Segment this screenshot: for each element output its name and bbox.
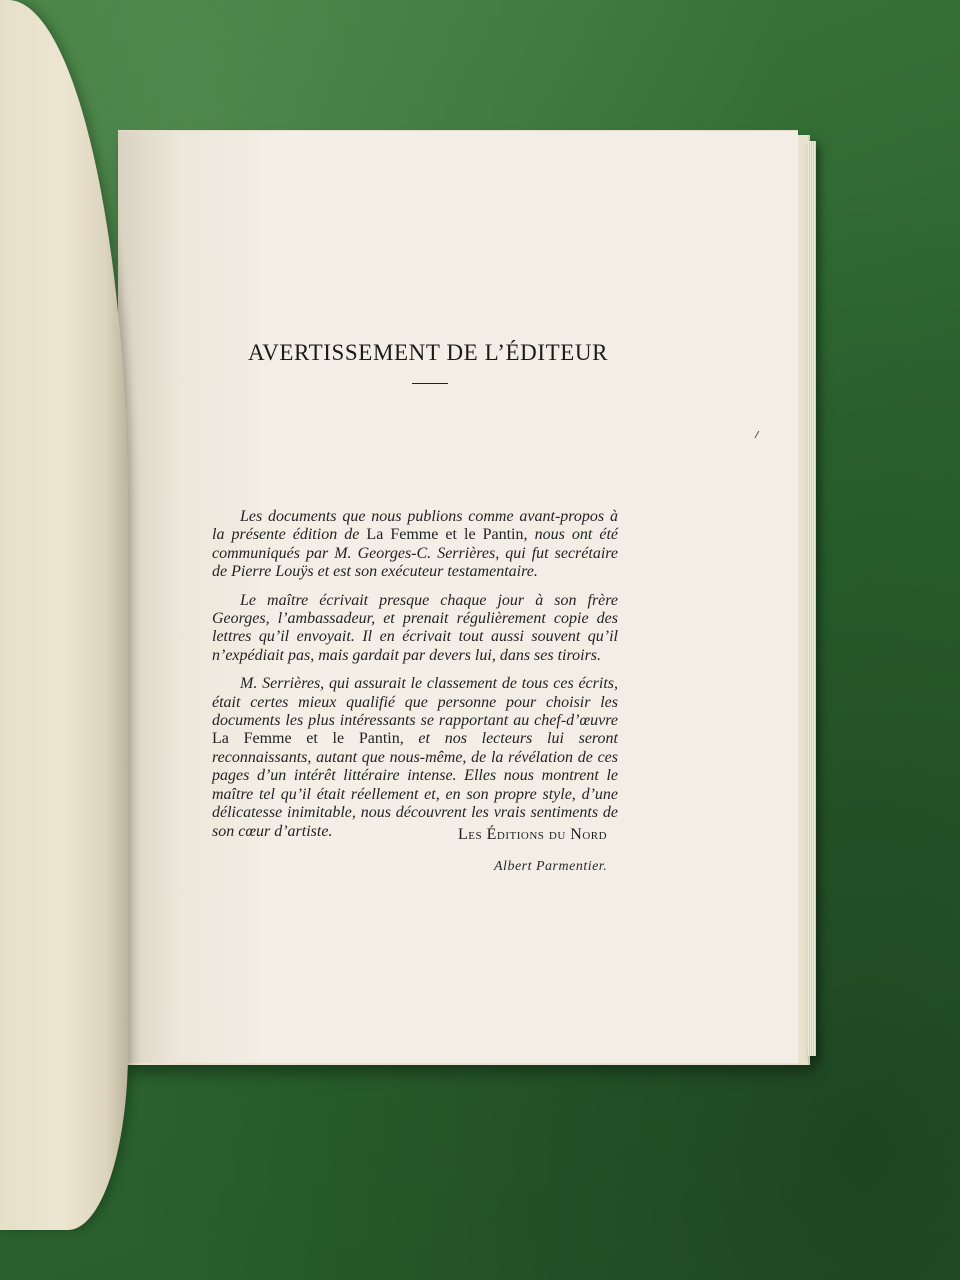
- paragraph-3: [212, 675, 618, 841]
- page-title: AVERTISSEMENT DE L’ÉDITEUR: [247, 340, 609, 365]
- paragraph-1: [212, 508, 618, 582]
- paragraph-2-text: Le maître écrivait presque chaque jour à son frère Georges, l’ambassadeur, et prenait régulièrement copie des lettres qu’il envoyait. Il en écrivait tout aussi souvent qu’il n’expédiait pas, mais gardait par devers lui, dans ses tiroirs.: [212, 591, 618, 664]
- publisher-signature: Les Éditions du Nord: [458, 826, 608, 843]
- book-title: La Femme et le Pantin: [212, 730, 400, 748]
- paragraph-2: [212, 592, 618, 666]
- title-rule: [412, 383, 448, 384]
- foreword-text: [212, 508, 618, 851]
- left-page-curl: [0, 0, 128, 1230]
- paragraph-3-part-c: , et nos lecteurs lui seront reconnaissants, autant que nous-même, de la révélation de ces pages d’un intérêt littéraire intense. Elles nous montrent le maître tel qu’il était réellement et, en son propre style, d’une délicatesse inimitable, nous découvrent les vrais sentiments de son cœur d’artiste.: [212, 730, 619, 840]
- paragraph-1-part-a: Les documents que nous publions comme avant-propos à la présente édition de: [212, 508, 618, 544]
- paragraph-3-part-a: M. Serrières, qui assurait le classement de tous ces écrits, était certes mieux qualifié que personne pour choisir les documents les plus intéressants se rapportant au chef-d’œuvre: [212, 675, 618, 730]
- paragraph-1-part-c: , nous ont été communiqués par M. Georges-C. Serrières, qui fut secrétaire de Pierre Louÿs et est son exécuteur testamentaire.: [212, 526, 619, 581]
- book-title: La Femme et le Pantin: [366, 526, 524, 544]
- signer-name: Albert Parmentier.: [494, 859, 608, 874]
